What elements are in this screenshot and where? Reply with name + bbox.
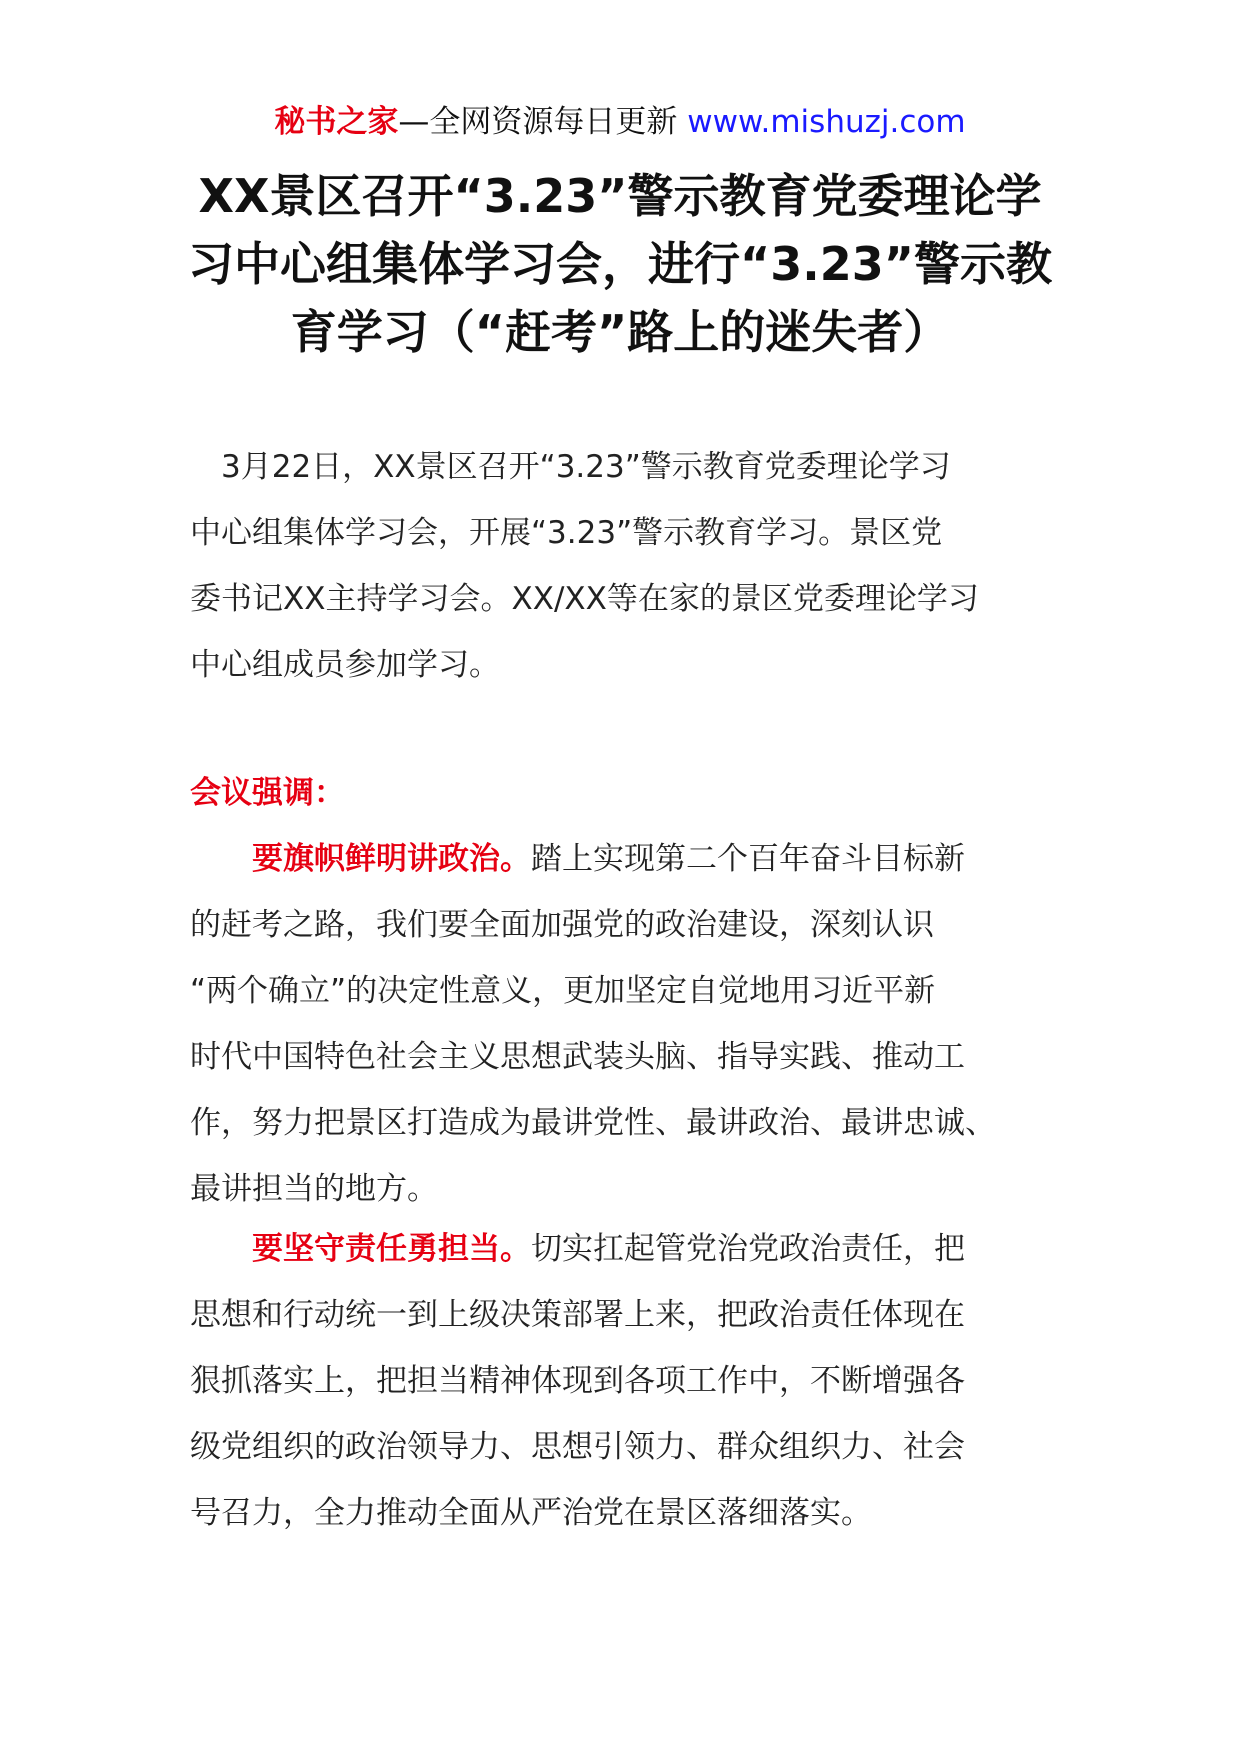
- point-lead: 要坚守责任勇担当。: [252, 1231, 531, 1267]
- site-header: [0, 102, 1240, 142]
- point-line: “两个确立”的决定性意义，更加坚定自觉地用习近平新: [190, 973, 936, 1009]
- header-tagline: —全网资源每日更新: [398, 104, 688, 140]
- point-paragraph-politics: [190, 826, 1070, 1222]
- point-first-line-text: 踏上实现第二个百年奋斗目标新: [531, 841, 965, 877]
- site-url-link[interactable]: www.mishuzj.com: [687, 104, 966, 140]
- point-line: 号召力，全力推动全面从严治党在景区落细落实。: [190, 1495, 872, 1531]
- title-line: 育学习（“赶考”路上的迷失者）: [290, 305, 950, 359]
- point-line: 最讲担当的地方。: [190, 1171, 438, 1207]
- intro-line: 委书记XX主持学习会。XX/XX等在家的景区党委理论学习: [190, 581, 979, 617]
- point-first-line: [190, 1216, 1070, 1282]
- document-title: [170, 162, 1070, 366]
- point-line: 级党组织的政治领导力、思想引领力、群众组织力、社会: [190, 1429, 965, 1465]
- point-line: 狠抓落实上，把担当精神体现到各项工作中，不断增强各: [190, 1363, 965, 1399]
- point-line: 时代中国特色社会主义思想武装头脑、指导实践、推动工: [190, 1039, 965, 1075]
- intro-line: 中心组集体学习会，开展“3.23”警示教育学习。景区党: [190, 515, 943, 551]
- point-line: 的赶考之路，我们要全面加强党的政治建设，深刻认识: [190, 907, 934, 943]
- intro-paragraph: [190, 434, 1070, 698]
- title-line: 习中心组集体学习会，进行“3.23”警示教: [188, 237, 1052, 291]
- point-first-line-text: 切实扛起管党治党政治责任，把: [531, 1231, 965, 1267]
- title-line: XX景区召开“3.23”警示教育党委理论学: [198, 169, 1042, 223]
- point-line: 思想和行动统一到上级决策部署上来，把政治责任体现在: [190, 1297, 965, 1333]
- point-lead: 要旗帜鲜明讲政治。: [252, 841, 531, 877]
- point-line: 作，努力把景区打造成为最讲党性、最讲政治、最讲忠诚、: [190, 1105, 996, 1141]
- intro-line: 3月22日，XX景区召开“3.23”警示教育党委理论学习: [190, 449, 951, 485]
- brand-name: 秘书之家: [274, 104, 399, 140]
- point-first-line: [190, 826, 1070, 892]
- section-heading: 会议强调：: [190, 775, 345, 811]
- intro-line: 中心组成员参加学习。: [190, 647, 500, 683]
- point-paragraph-responsibility: [190, 1216, 1070, 1546]
